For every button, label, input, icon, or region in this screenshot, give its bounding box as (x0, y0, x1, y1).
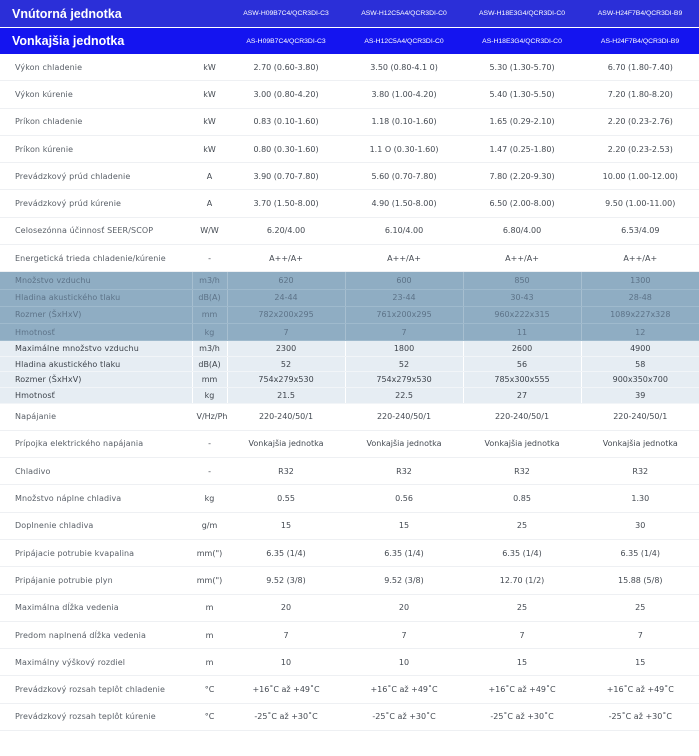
spec-value-model-3: 12.70 (1/2) (463, 567, 581, 594)
spec-label: Hmotnosť (0, 323, 192, 340)
spec-value-model-4: 900x350x700 (581, 372, 699, 388)
spec-value-model-3: 7 (463, 621, 581, 648)
spec-value-model-1: 52 (227, 356, 345, 372)
spec-row (0, 163, 699, 190)
indoor-unit-header-row (0, 0, 699, 28)
spec-unit: A (192, 190, 227, 217)
spec-value-model-3: 27 (463, 387, 581, 403)
spec-label: Množstvo vzduchu (0, 272, 192, 289)
spec-row (0, 245, 699, 272)
spec-value-model-2: 7 (345, 323, 463, 340)
spec-row (0, 567, 699, 594)
spec-value-model-1: 21.5 (227, 387, 345, 403)
spec-value-model-4: 220-240/50/1 (581, 403, 699, 430)
spec-row (0, 403, 699, 430)
spec-value-model-2: 7 (345, 621, 463, 648)
spec-label: Príkon kúrenie (0, 135, 192, 162)
spec-value-model-4: R32 (581, 458, 699, 485)
spec-row (0, 289, 699, 306)
spec-row (0, 387, 699, 403)
spec-value-model-2: 754x279x530 (345, 372, 463, 388)
spec-unit: m (192, 594, 227, 621)
spec-value-model-3: 5.40 (1.30-5.50) (463, 81, 581, 108)
spec-unit: mm(") (192, 539, 227, 566)
spec-unit: kg (192, 387, 227, 403)
spec-value-model-3: 6.80/4.00 (463, 217, 581, 244)
spec-value-model-1: 3.70 (1.50-8.00) (227, 190, 345, 217)
spec-value-model-4: 2.20 (0.23-2.53) (581, 135, 699, 162)
spec-value-model-4: -25˚C až +30˚C (581, 703, 699, 730)
spec-value-model-1: -25˚C až +30˚C (227, 703, 345, 730)
spec-unit: m3/h (192, 341, 227, 357)
spec-label: Výkon chladenie (0, 54, 192, 81)
spec-label: Predom naplnená dĺžka vedenia (0, 621, 192, 648)
spec-value-model-4: 1300 (581, 272, 699, 289)
outdoor-model-2: AS-H12C5A4/QCR3DI-C0 (345, 28, 463, 55)
spec-unit: kW (192, 108, 227, 135)
spec-value-model-1: R32 (227, 458, 345, 485)
spec-value-model-4: 1089x227x328 (581, 306, 699, 323)
spec-value-model-2: 6.10/4.00 (345, 217, 463, 244)
spec-value-model-1: 0.80 (0.30-1.60) (227, 135, 345, 162)
spec-row (0, 81, 699, 108)
spec-value-model-3: 11 (463, 323, 581, 340)
spec-label: Prevádzkový rozsah teplôt kúrenie (0, 703, 192, 730)
spec-value-model-1: +16˚C až +49˚C (227, 676, 345, 703)
spec-row (0, 649, 699, 676)
spec-label: Doplnenie chladiva (0, 512, 192, 539)
spec-value-model-1: 0.55 (227, 485, 345, 512)
spec-value-model-1: 6.35 (1/4) (227, 539, 345, 566)
spec-value-model-3: 7.80 (2.20-9.30) (463, 163, 581, 190)
spec-value-model-4: 1.30 (581, 485, 699, 512)
spec-value-model-4: 58 (581, 356, 699, 372)
spec-value-model-1: 620 (227, 272, 345, 289)
outdoor-model-4: AS-H24F7B4/QCR3DI-B9 (581, 28, 699, 55)
spec-unit: kg (192, 323, 227, 340)
spec-value-model-2: 52 (345, 356, 463, 372)
indoor-model-4: ASW-H24F7B4/QCR3DI-B9 (581, 0, 699, 28)
spec-value-model-4: 10.00 (1.00-12.00) (581, 163, 699, 190)
spec-unit: °C (192, 703, 227, 730)
spec-value-model-1: A++/A+ (227, 245, 345, 272)
spec-value-model-2: 1.18 (0.10-1.60) (345, 108, 463, 135)
spec-value-model-3: 960x222x315 (463, 306, 581, 323)
spec-value-model-4: 15.88 (5/8) (581, 567, 699, 594)
spec-value-model-1: 2.70 (0.60-3.80) (227, 54, 345, 81)
spec-value-model-2: 6.35 (1/4) (345, 539, 463, 566)
spec-label: Pripájacie potrubie kvapalina (0, 539, 192, 566)
spec-label: Celosezónna účinnosť SEER/SCOP (0, 217, 192, 244)
spec-value-model-2: 5.60 (0.70-7.80) (345, 163, 463, 190)
spec-label: Rozmer (ŠxHxV) (0, 372, 192, 388)
spec-row (0, 341, 699, 357)
spec-label: Príkon chladenie (0, 108, 192, 135)
spec-label: Hladina akustického tlaku (0, 289, 192, 306)
spec-value-model-1: Vonkajšia jednotka (227, 430, 345, 457)
spec-row (0, 372, 699, 388)
spec-unit: - (192, 458, 227, 485)
outdoor-model-3: AS-H18E3G4/QCR3DI-C0 (463, 28, 581, 55)
spec-row (0, 512, 699, 539)
spec-value-model-1: 6.20/4.00 (227, 217, 345, 244)
spec-value-model-4: 12 (581, 323, 699, 340)
spec-value-model-1: 754x279x530 (227, 372, 345, 388)
spec-unit: g/m (192, 512, 227, 539)
spec-value-model-3: 25 (463, 594, 581, 621)
spec-row (0, 430, 699, 457)
spec-value-model-1: 0.83 (0.10-1.60) (227, 108, 345, 135)
spec-value-model-4: 7 (581, 621, 699, 648)
spec-row (0, 356, 699, 372)
spec-value-model-4: 15 (581, 649, 699, 676)
spec-label: Množstvo náplne chladiva (0, 485, 192, 512)
spec-unit: mm (192, 372, 227, 388)
spec-value-model-3: 785x300x555 (463, 372, 581, 388)
spec-value-model-3: 15 (463, 649, 581, 676)
spec-value-model-1: 220-240/50/1 (227, 403, 345, 430)
spec-value-model-4: A++/A+ (581, 245, 699, 272)
spec-value-model-2: 9.52 (3/8) (345, 567, 463, 594)
spec-value-model-3: -25˚C až +30˚C (463, 703, 581, 730)
spec-label: Pripájanie potrubie plyn (0, 567, 192, 594)
spec-unit: - (192, 245, 227, 272)
spec-value-model-2: 10 (345, 649, 463, 676)
spec-unit: °C (192, 676, 227, 703)
spec-row (0, 594, 699, 621)
spec-value-model-2: Vonkajšia jednotka (345, 430, 463, 457)
spec-label: Hladina akustického tlaku (0, 356, 192, 372)
spec-value-model-4: 9.50 (1.00-11.00) (581, 190, 699, 217)
outdoor-model-1: AS-H09B7C4/QCR3DI-C3 (227, 28, 345, 55)
spec-unit: kg (192, 485, 227, 512)
spec-value-model-2: A++/A+ (345, 245, 463, 272)
spec-value-model-2: 3.50 (0.80-4.1 0) (345, 54, 463, 81)
spec-label: Prípojka elektrického napájania (0, 430, 192, 457)
spec-row (0, 485, 699, 512)
spec-value-model-3: 1.47 (0.25-1.80) (463, 135, 581, 162)
spec-label: Maximálna dĺžka vedenia (0, 594, 192, 621)
spec-label: Maximálny výškový rozdiel (0, 649, 192, 676)
spec-value-model-1: 3.90 (0.70-7.80) (227, 163, 345, 190)
spec-value-model-4: 39 (581, 387, 699, 403)
spec-label: Hmotnosť (0, 387, 192, 403)
spec-unit: m3/h (192, 272, 227, 289)
spec-value-model-1: 10 (227, 649, 345, 676)
spec-row (0, 135, 699, 162)
spec-value-model-2: 23-44 (345, 289, 463, 306)
spec-row (0, 539, 699, 566)
spec-label: Prevádzkový rozsah teplôt chladenie (0, 676, 192, 703)
spec-label: Chladivo (0, 458, 192, 485)
spec-value-model-2: 22.5 (345, 387, 463, 403)
spec-value-model-3: 1.65 (0.29-2.10) (463, 108, 581, 135)
spec-row (0, 272, 699, 289)
spec-row (0, 217, 699, 244)
spec-value-model-2: 600 (345, 272, 463, 289)
spec-unit: A (192, 163, 227, 190)
spec-row (0, 190, 699, 217)
spec-value-model-1: 2300 (227, 341, 345, 357)
spec-value-model-2: 15 (345, 512, 463, 539)
spec-unit: kW (192, 135, 227, 162)
spec-row (0, 323, 699, 340)
spec-label: Prevádzkový prúd chladenie (0, 163, 192, 190)
spec-value-model-2: 4.90 (1.50-8.00) (345, 190, 463, 217)
spec-value-model-3: 6.35 (1/4) (463, 539, 581, 566)
spec-row (0, 458, 699, 485)
spec-value-model-1: 20 (227, 594, 345, 621)
spec-value-model-2: R32 (345, 458, 463, 485)
spec-unit: dB(A) (192, 356, 227, 372)
spec-value-model-3: +16˚C až +49˚C (463, 676, 581, 703)
spec-value-model-2: 1.1 O (0.30-1.60) (345, 135, 463, 162)
spec-value-model-4: +16˚C až +49˚C (581, 676, 699, 703)
spec-value-model-3: R32 (463, 458, 581, 485)
spec-unit: mm(") (192, 567, 227, 594)
spec-unit: dB(A) (192, 289, 227, 306)
spec-unit: mm (192, 306, 227, 323)
spec-value-model-1: 7 (227, 323, 345, 340)
spec-value-model-2: 20 (345, 594, 463, 621)
spec-value-model-3: 25 (463, 512, 581, 539)
spec-value-model-3: 6.50 (2.00-8.00) (463, 190, 581, 217)
spec-label: Energetická trieda chladenie/kúrenie (0, 245, 192, 272)
spec-unit: m (192, 621, 227, 648)
spec-value-model-4: 7.20 (1.80-8.20) (581, 81, 699, 108)
spec-value-model-1: 24-44 (227, 289, 345, 306)
spec-value-model-3: Vonkajšia jednotka (463, 430, 581, 457)
indoor-model-3: ASW-H18E3G4/QCR3DI-C0 (463, 0, 581, 28)
spec-value-model-4: 6.70 (1.80-7.40) (581, 54, 699, 81)
spec-value-model-3: 5.30 (1.30-5.70) (463, 54, 581, 81)
spec-row (0, 621, 699, 648)
spec-row (0, 703, 699, 730)
spec-row (0, 676, 699, 703)
spec-unit: kW (192, 54, 227, 81)
spec-label: Napájanie (0, 403, 192, 430)
spec-value-model-2: 0.56 (345, 485, 463, 512)
spec-unit: - (192, 430, 227, 457)
spec-value-model-1: 782x200x295 (227, 306, 345, 323)
spec-value-model-3: 850 (463, 272, 581, 289)
spec-value-model-3: 220-240/50/1 (463, 403, 581, 430)
spec-value-model-4: 4900 (581, 341, 699, 357)
spec-value-model-4: 6.35 (1/4) (581, 539, 699, 566)
spec-value-model-1: 9.52 (3/8) (227, 567, 345, 594)
spec-value-model-2: 761x200x295 (345, 306, 463, 323)
spec-label: Prevádzkový prúd kúrenie (0, 190, 192, 217)
spec-value-model-1: 3.00 (0.80-4.20) (227, 81, 345, 108)
spec-value-model-1: 7 (227, 621, 345, 648)
spec-row (0, 108, 699, 135)
outdoor-unit-label: Vonkajšia jednotka (0, 28, 227, 55)
spec-unit: kW (192, 81, 227, 108)
spec-label: Maximálne množstvo vzduchu (0, 341, 192, 357)
spec-value-model-4: 25 (581, 594, 699, 621)
spec-value-model-3: 2600 (463, 341, 581, 357)
spec-value-model-1: 15 (227, 512, 345, 539)
spec-row (0, 54, 699, 81)
indoor-unit-label: Vnútorná jednotka (0, 0, 227, 28)
spec-value-model-4: 28-48 (581, 289, 699, 306)
spec-value-model-3: A++/A+ (463, 245, 581, 272)
spec-unit: m (192, 649, 227, 676)
indoor-model-2: ASW-H12C5A4/QCR3DI-C0 (345, 0, 463, 28)
spec-value-model-3: 56 (463, 356, 581, 372)
spec-row (0, 306, 699, 323)
spec-label: Rozmer (ŠxHxV) (0, 306, 192, 323)
spec-value-model-4: Vonkajšia jednotka (581, 430, 699, 457)
spec-unit: V/Hz/Ph (192, 403, 227, 430)
spec-value-model-3: 30-43 (463, 289, 581, 306)
spec-value-model-4: 2.20 (0.23-2.76) (581, 108, 699, 135)
spec-value-model-4: 30 (581, 512, 699, 539)
indoor-model-1: ASW-H09B7C4/QCR3DI-C3 (227, 0, 345, 28)
spec-value-model-2: 220-240/50/1 (345, 403, 463, 430)
spec-value-model-4: 6.53/4.09 (581, 217, 699, 244)
outdoor-unit-header-row (0, 28, 699, 55)
spec-value-model-3: 0.85 (463, 485, 581, 512)
spec-unit: W/W (192, 217, 227, 244)
spec-value-model-2: +16˚C až +49˚C (345, 676, 463, 703)
spec-label: Výkon kúrenie (0, 81, 192, 108)
spec-value-model-2: 1800 (345, 341, 463, 357)
spec-value-model-2: 3.80 (1.00-4.20) (345, 81, 463, 108)
spec-value-model-2: -25˚C až +30˚C (345, 703, 463, 730)
